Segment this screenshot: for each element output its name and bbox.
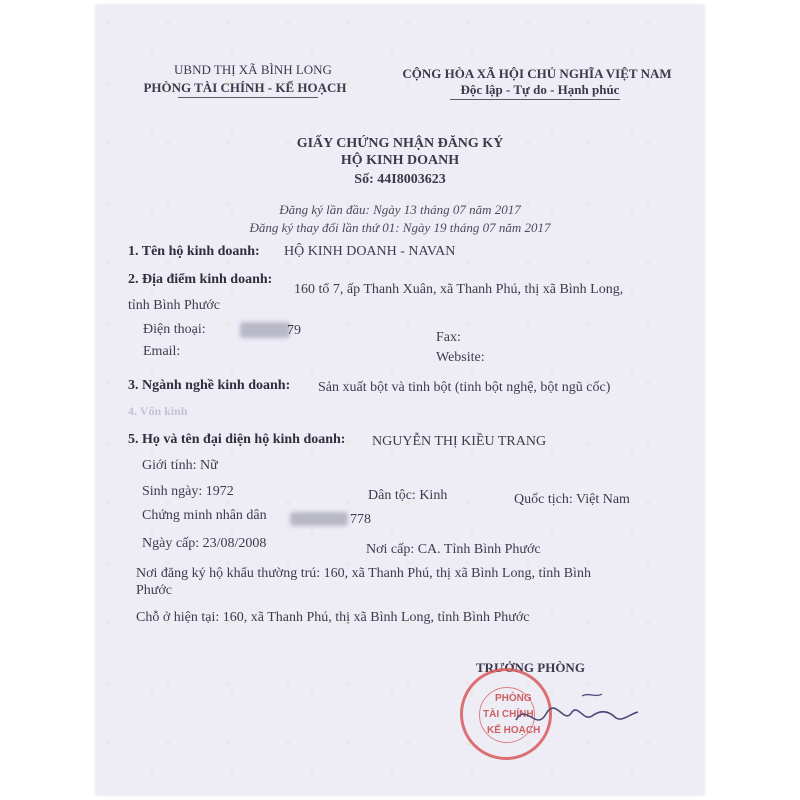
issue-place: Nơi cấp: CA. Tỉnh Bình Phước — [366, 542, 541, 557]
document-title: GIẤY CHỨNG NHẬN ĐĂNG KÝ — [296, 136, 504, 151]
document-number: Số: 44I8003623 — [354, 172, 446, 187]
stamp-text-line1: PHÒNG — [495, 693, 532, 704]
representative-label: 5. Họ và tên đại diện hộ kinh doanh: — [128, 432, 346, 447]
id-card-label: Chứng minh nhân dân — [142, 508, 267, 523]
business-name-value: HỘ KINH DOANH - NAVAN — [284, 244, 456, 259]
business-location-value-cont: tỉnh Bình Phước — [128, 298, 220, 313]
department-name: PHÒNG TÀI CHÍNH - KẾ HOẠCH — [143, 80, 347, 95]
stamp-text-line3: KẾ HOẠCH — [487, 725, 541, 736]
business-name-label: 1. Tên hộ kinh doanh: — [128, 244, 260, 259]
redacted-id — [290, 512, 348, 526]
email-label: Email: — [143, 344, 181, 359]
document-subtitle: HỘ KINH DOANH — [340, 153, 460, 168]
business-location-label: 2. Địa điểm kinh doanh: — [128, 272, 273, 287]
authority-name: UBND THỊ XÃ BÌNH LONG — [174, 62, 332, 77]
business-line-label: 3. Ngành nghề kinh doanh: — [128, 378, 291, 393]
country-name: CỘNG HÒA XÃ HỘI CHỦ NGHĨA VIỆT NAM — [402, 66, 672, 81]
phone-label: Điện thoại: — [143, 322, 206, 337]
header-underline-right — [450, 99, 620, 100]
permanent-residence: Nơi đăng ký hộ khẩu thường trú: 160, xã Thanh Phú, thị xã Bình Long, tỉnh Bình — [136, 566, 591, 581]
signatory-title: TRƯỞNG PHÒNG — [476, 660, 585, 675]
business-line-value: Sản xuất bột và tinh bột (tinh bột nghệ, bột ngũ cốc) — [318, 380, 611, 395]
fax-label: Fax: — [436, 330, 461, 345]
website-label: Website: — [436, 350, 485, 365]
ethnicity: Dân tộc: Kinh — [368, 488, 448, 503]
capital-label-faded: 4. Vốn kinh — [128, 404, 188, 418]
document-paper — [96, 5, 704, 795]
motto: Độc lập - Tự do - Hạnh phúc — [460, 82, 620, 97]
header-underline-left — [178, 97, 318, 98]
permanent-residence-cont: Phước — [136, 583, 172, 598]
change-registration-date: Đăng ký thay đổi lần thứ 01: Ngày 19 tháng 07 năm 2017 — [249, 220, 551, 235]
nationality: Quốc tịch: Việt Nam — [514, 492, 630, 507]
stamp-text-line2: TÀI CHÍNH — [483, 709, 534, 720]
date-of-birth: Sinh ngày: 1972 — [142, 484, 234, 499]
phone-value-partial: 79 — [287, 323, 301, 338]
handwritten-signature — [512, 692, 642, 742]
first-registration-date: Đăng ký lần đầu: Ngày 13 tháng 07 năm 2017 — [279, 202, 521, 217]
gender: Giới tính: Nữ — [142, 458, 218, 473]
issue-date: Ngày cấp: 23/08/2008 — [142, 536, 267, 551]
id-card-value-partial: 778 — [350, 512, 371, 527]
business-location-value: 160 tổ 7, ấp Thanh Xuân, xã Thanh Phú, thị xã Bình Long, — [294, 282, 624, 297]
representative-name: NGUYỄN THỊ KIỀU TRANG — [372, 434, 547, 449]
redacted-phone — [240, 322, 290, 338]
current-address: Chỗ ở hiện tại: 160, xã Thanh Phú, thị xã Bình Long, tỉnh Bình Phước — [136, 610, 530, 625]
